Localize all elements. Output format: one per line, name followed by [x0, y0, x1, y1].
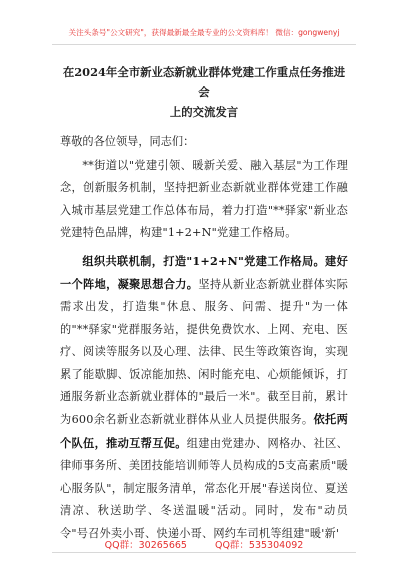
title-line-2: 上的交流发言 — [169, 105, 239, 119]
footer-qq-1: QQ群：30265665 — [104, 540, 187, 551]
document-body — [60, 62, 348, 545]
footer-divider — [52, 552, 356, 553]
paragraph-2-heading: 组织共联机制，打造"1+2+N"党建工作格局。建好一个阵地，凝聚思想合力。 — [60, 253, 348, 292]
paragraph-1: **街道以"党建引领、暖新关爱、融入基层"为工作理念，创新服务机制，坚持把新业态新就业群体党建工作融入城市基层党建工作总体布局，着力打造"**驿家"新业态党建特色品牌，构建"1+2+N"党建工作格局。 — [60, 159, 348, 240]
footer-banner — [0, 537, 408, 551]
paragraph-2 — [60, 250, 348, 545]
header-divider — [52, 44, 356, 45]
greeting: 尊敬的各位领导，同志们： — [60, 135, 195, 148]
title-line-1: 在2024年全市新业态新就业群体党建工作重点任务推进会 — [62, 65, 346, 99]
footer-qq-2: QQ群：535304092 — [214, 540, 304, 551]
document-title — [60, 62, 348, 122]
paragraph-2-body-1: 坚持从新业态新就业群体实际需求出发，打造集"休息、服务、问需、提升"为一体的"**驿家"党群服务站，提供免费饮水、上网、充电、医疗、阅读等服务以及心理、法律、民生等政策咨询，实现累了能歇脚、饭凉能加热、闲时能充电、心烦能倾诉，打通服务新业态新就业群体的"最后一米"。截至目前，累计为600余名新业态新就业群体从业人员提供服务。 — [60, 278, 348, 427]
header-banner: 关注头条号"公文研究"，获得最新最全最专业的公文资料库！ 微信：gongwenyj — [68, 28, 340, 37]
paragraph-2-subheading: 依托两个队伍，推动互帮互促。 — [60, 412, 348, 450]
paragraph-2-body-2: 组建由党建办、网格办、社区、律师事务所、美团技能培训师等人员构成的5支高素质"暖心服务队"，制定服务清单，常态化开展"春送岗位、夏送清凉、秋送助学、冬送温暖"活动。同时，发布"动员令"号召外卖小哥、快递小哥、网约车司机等组建"暖'新' — [60, 436, 348, 540]
